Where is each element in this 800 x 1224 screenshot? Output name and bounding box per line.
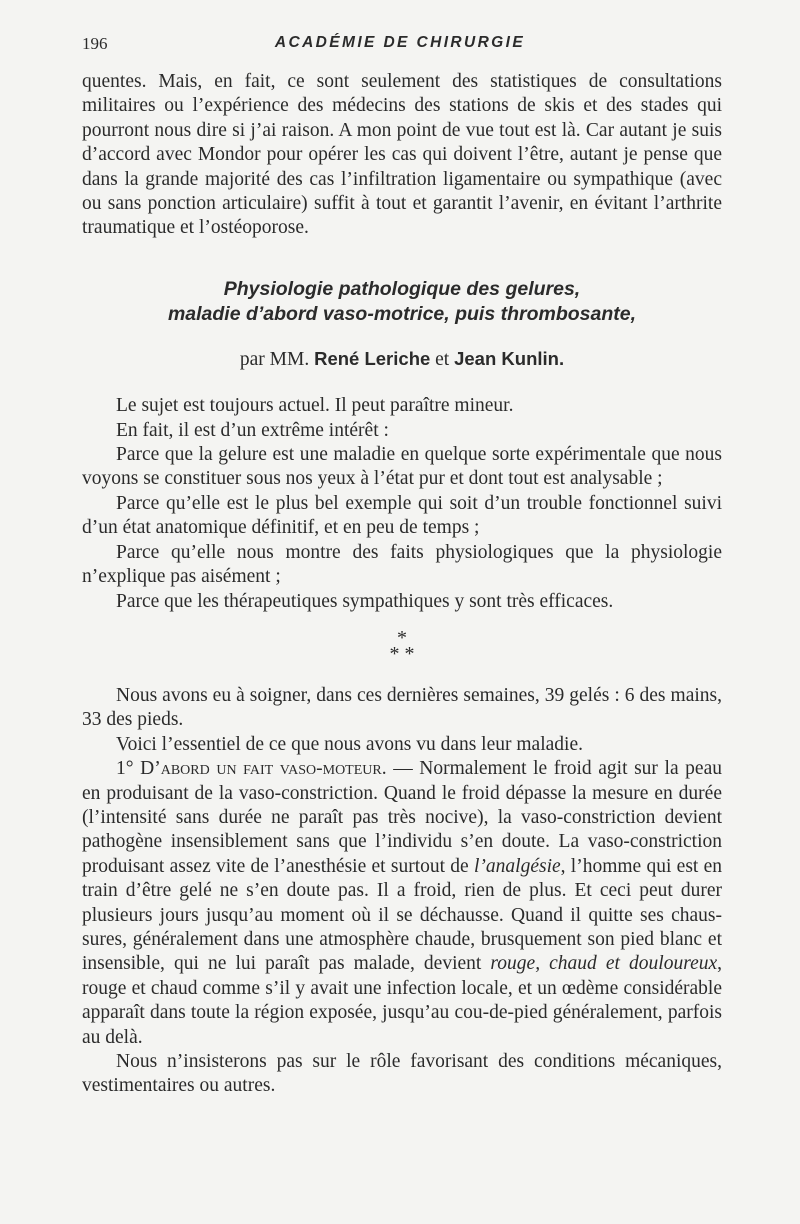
intro-paragraph-6: Parce que les thérapeutiques sympathiques y sont très efficaces. (116, 590, 614, 612)
section-1-emphasis-rouge: rouge, chaud et douloureux (490, 953, 718, 975)
section-1-number: 1° (116, 758, 134, 780)
intro-paragraph-2: En fait, il est d’un extrême intérêt : (116, 419, 389, 441)
article-title (82, 277, 722, 327)
byline-and: et (435, 348, 450, 370)
section-1-text-a: Normalement le froid agit sur la peau en produisant de la vaso-constriction. Quand le froid dépasse la mesure en durée (l’intensité sans durée ne paraît pas très nocive), la vaso-constriction devient pathogène insensiblement sans que l’individu s’en doute. La vaso-constriction produisant assez vite de l’anesthésie et surtout de (82, 758, 722, 877)
continuation-paragraph: quentes. Mais, en fait, ce sont seulement des statistiques de consultations militaires ou l’expérience des médecins des stations de skis et des stades qui pourront nous dire si j’ai raison. A mon point de vue tout est là. Car autant je suis d’accord avec Mondor pour opérer les cas qui doivent l’être, autant je pense que dans la grande majorité des cas l’infiltration ligamentaire ou sympathique (avec ou sans ponction articulaire) suffit à tout et garantit l’avenir, en évitant l’arthrite traumatique et l’ostéoporose. (82, 71, 722, 239)
byline-prefix: par MM. (239, 348, 310, 370)
section-1-emphasis-analgesie: l’analgésie (474, 855, 561, 877)
intro-paragraph-4: Parce qu’elle est le plus bel exemple qui soit d’un trouble fonctionnel suivi d’un état anatomique définitif, et en peu de temps ; (82, 492, 722, 539)
separator-star-top: * (397, 626, 407, 649)
section-1-dash: — (393, 758, 413, 780)
section-1-text-c: , rouge et chaud comme s’il y avait une infection locale, et un œdème considérable apparaît dans toute la région exposée, jusqu’au cou-de-pied généralement, parfois au delà. (82, 953, 723, 1048)
cases-paragraph-2: Voici l’essentiel de ce que nous avons vu dans leur maladie. (116, 733, 583, 755)
closing-paragraph: Nous n’insisterons pas sur le rôle favorisant des conditions mécaniques, vestimentaires ou autres. (82, 1051, 722, 1097)
section-1-heading: D’abord un fait vaso-moteur. (140, 758, 387, 780)
page-body (82, 70, 722, 1099)
byline (82, 347, 722, 372)
author-2: Jean Kunlin. (454, 347, 565, 369)
article-title-line-1: Physiologie pathologique des gelures, (223, 277, 581, 300)
section-1-paragraph (82, 757, 722, 1050)
cases-paragraph-1: Nous avons eu à soigner, dans ces dernières semaines, 39 gelés : 6 des mains, 33 des pieds. (82, 684, 722, 731)
article-title-line-2: maladie d’abord vaso-motrice, puis thrombosante, (167, 302, 637, 325)
intro-paragraph-5: Parce qu’elle nous montre des faits physiologiques que la physiologie n’explique pas aisément ; (82, 541, 722, 588)
intro-paragraph-3: Parce que la gelure est une maladie en quelque sorte expérimentale que nous voyons se constituer sous nos yeux à l’état pur et dont tout est analysable ; (82, 444, 722, 490)
separator-stars-bottom: * * (389, 642, 415, 665)
page-number: 196 (82, 34, 108, 53)
author-1: René Leriche (314, 347, 431, 369)
intro-paragraph-1: Le sujet est toujours actuel. Il peut paraître mineur. (116, 395, 514, 417)
running-head: ACADÉMIE DE CHIRURGIE (274, 34, 526, 51)
section-1-text-b: , l’homme qui est en train d’être gelé ne s’en doute pas. Il a froid, rien de plus. Et ceci peut durer plusieurs jours jusqu’au moment où il se déchausse. Quand il quitte ses chaussures, généralement dans une atmosphère chaude, brusquement son pied blanc et insensible, qui ne lui paraît pas malade, devient (82, 855, 723, 975)
section-separator (82, 626, 722, 665)
page-header (0, 34, 800, 58)
